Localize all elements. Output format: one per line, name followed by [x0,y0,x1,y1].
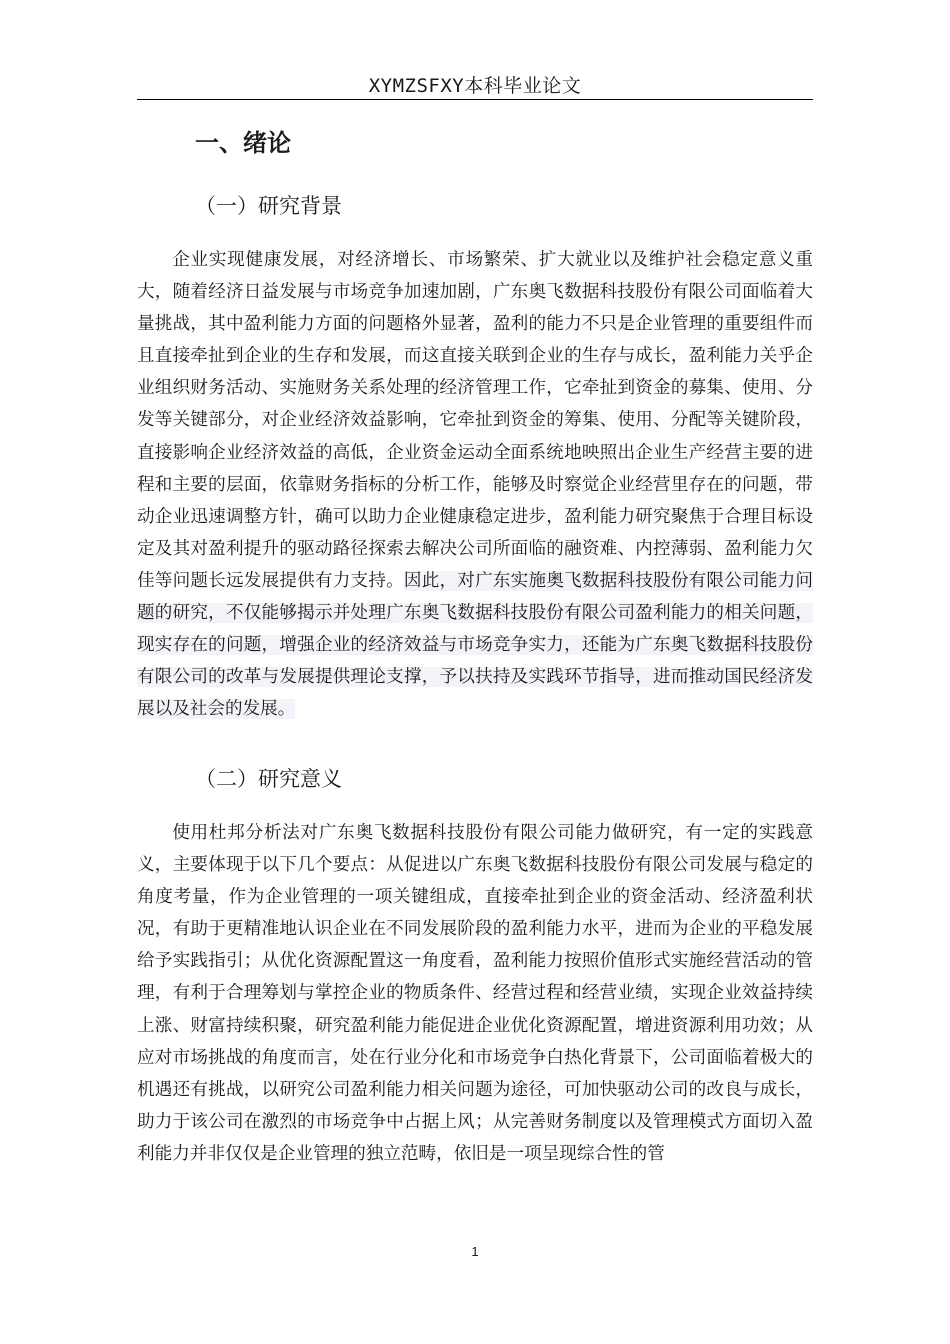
paragraph-significance: 使用杜邦分析法对广东奥飞数据科技股份有限公司能力做研究，有一定的实践意义，主要体现于以下几个要点：从促进以广东奥飞数据科技股份有限公司发展与稳定的角度考量，作为企业管理的一项关键组成，直接牵扯到企业的资金活动、经济盈利状况，有助于更精准地认识企业在不同发展阶段的盈利能力水平，进而为企业的平稳发展给予实践指引；从优化资源配置这一角度看，盈利能力按照价值形式实施经营活动的管理，有利于合理筹划与掌控企业的物质条件、经营过程和经营业绩，实现企业效益持续上涨、财富持续积聚，研究盈利能力能促进企业优化资源配置，增进资源利用功效；从应对市场挑战的角度而言，处在行业分化和市场竞争白热化背景下，公司面临着极大的机遇还有挑战，以研究公司盈利能力相关问题为途径，可加快驱动公司的改良与成长，助力于该公司在激烈的市场竞争中占据上风；从完善财务制度以及管理模式方面切入盈利能力并非仅仅是企业管理的独立范畴，依旧是一项呈现综合性的管 [137,823,813,1164]
chapter-title: 一、绪论 [195,129,291,157]
page-number: 1 [471,1244,479,1259]
paragraph-background-highlight: 因此，对广东实施奥飞数据科技股份有限公司能力问题的研究，不仅能够揭示并处理广东奥飞数据科技股份有限公司盈利能力的相关问题，现实存在的问题，增强企业的经济效益与市场竞争实力，还能为广东奥飞数据科技股份有限公司的改革与发展提供理论支撑，予以扶持及实践环节指导，进而推动国民经济发展以及社会的发展。 [137,570,813,720]
section-title-significance: （二）研究意义 [195,767,342,791]
running-header: XYMZSFXY本科毕业论文 [368,75,582,97]
paragraph-background [137,244,813,725]
header-divider [137,99,813,100]
paragraph-background-main: 企业实现健康发展，对经济增长、市场繁荣、扩大就业以及维护社会稳定意义重大，随着经济日益发展与市场竞争加速加剧，广东奥飞数据科技股份有限公司面临着大量挑战，其中盈利能力方面的问题格外显著，盈利的能力不只是企业管理的重要组件而且直接牵扯到企业的生存和发展，而这直接关联到企业的生存与成长，盈利能力关乎企业组织财务活动、实施财务关系处理的经济管理工作，它牵扯到资金的募集、使用、分发等关键部分，对企业经济效益影响，它牵扯到资金的筹集、使用、分配等关键阶段，直接影响企业经济效益的高低，企业资金运动全面系统地映照出企业生产经营主要的进程和主要的层面，依靠财务指标的分析工作，能够及时察觉企业经营里存在的问题，带动企业迅速调整方针，确可以助力企业健康稳定进步，盈利能力研究聚焦于合理目标设定及其对盈利提升的驱动路径探索去解决公司所面临的融资难、内控薄弱、盈利能力欠佳等问题长远发展提供有力支持。 [137,250,813,591]
section-title-background: （一）研究背景 [195,194,342,218]
